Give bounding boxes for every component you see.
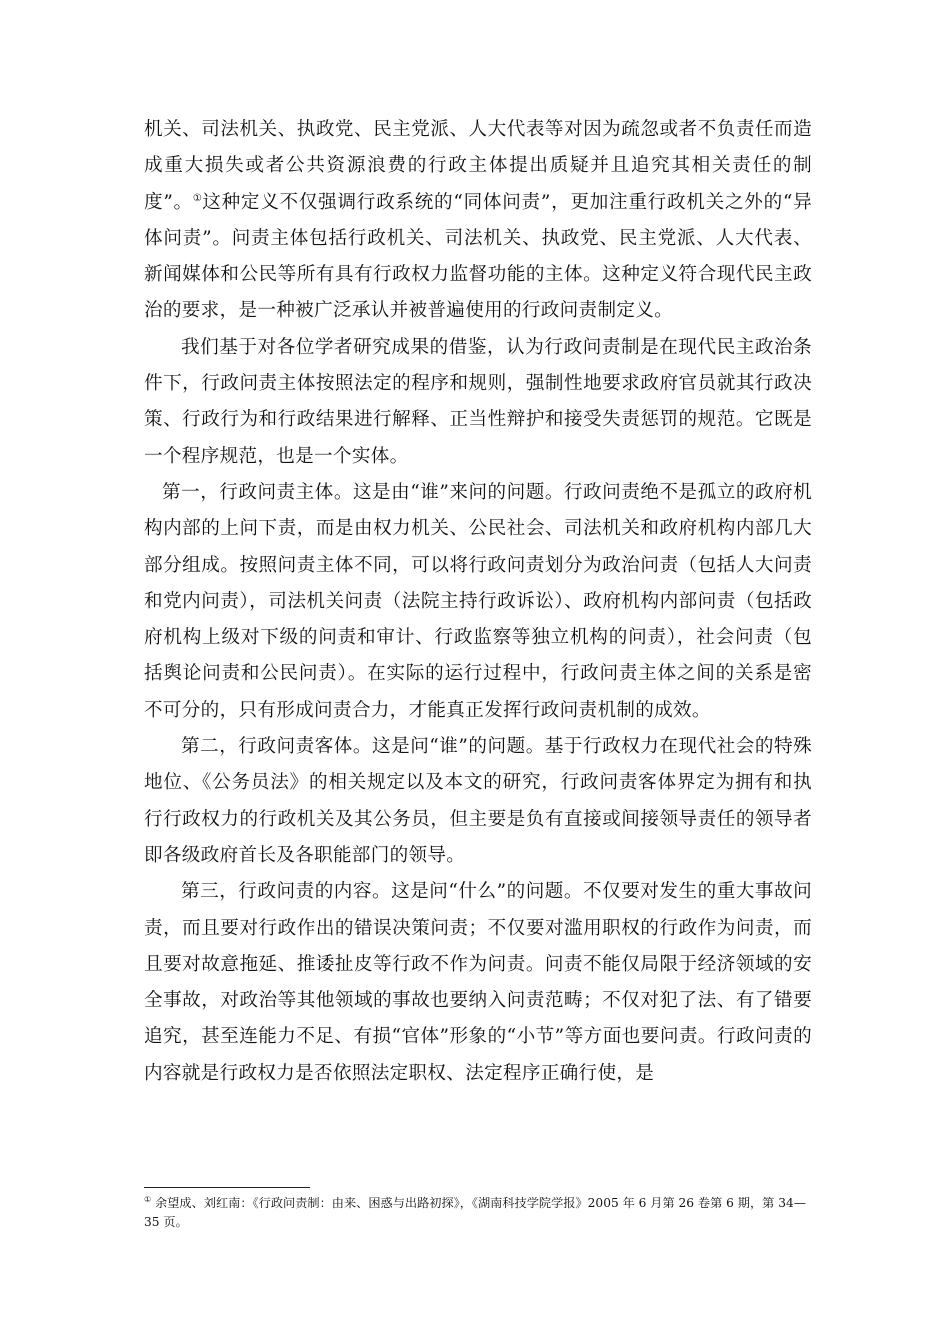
paragraph-definition: 我们基于对各位学者研究成果的借鉴，认为行政问责制是在现代民主政治条件下，行政问责主体按照法定的程序和规则，强制性地要求政府官员就其行政决策、行政行为和行政结果进行解释、正当性辩护和接受失责惩罚的规范。它既是一个程序规范，也是一个实体。 [144,336,812,467]
paragraph-third-point: 第三，行政问责的内容。这是问“什么”的问题。不仅要对发生的重大事故问责，而且要对行政作出的错误决策问责；不仅要对滥用职权的行政作为问责，而且要对故意拖延、推诿扯皮等行政不作为问责。问责不能仅局限于经济领域的安全事故，对政治等其他领域的事故也要纳入问责范畴；不仅对犯了法、有了错要追究，甚至连能力不足、有损“官体”形象的“小节”等方面也要问责。行政问责的内容就是行政权力是否依照法定职权、法定程序正确行使，是 [144,881,812,1084]
footnote [144,1194,812,1232]
footnote-marker: ① [144,1195,152,1204]
footnote-separator [144,1187,310,1188]
paragraph-second-point: 第二，行政问责客体。这是问“谁”的问题。基于行政权力在现代社会的特殊地位、《公务员法》的相关规定以及本文的研究，行政问责客体界定为拥有和执行行政权力的行政机关及其公务员，但主要是负有直接或间接领导责任的领导者即各级政府首长及各职能部门的领导。 [144,736,812,866]
footnote-reference[interactable]: ① [192,192,203,204]
paragraph-text: 机关、司法机关、执政党、民主党派、人大代表等对因为疏忽或者不负责任而造成重大损失或者公共资源浪费的行政主体提出质疑并且追究其相关责任的制度”。 [144,119,812,213]
paragraph-continued [144,112,812,330]
footnote-text: 余望成、刘红南：《行政问责制：由来、困惑与出路初探》，《湖南科技学院学报》2005 年 6 月第 26 卷第 6 期，第 34—35 页。 [144,1196,806,1229]
body-text [144,112,812,1092]
paragraph-first-point: 第一，行政问责主体。这是由“谁”来问的问题。行政问责绝不是孤立的政府机构内部的上问下责，而是由权力机关、公民社会、司法机关和政府机构内部几大部分组成。按照问责主体不同，可以将行政问责划分为政治问责（包括人大问责和党内问责），司法机关问责（法院主持行政诉讼）、政府机构内部问责（包括政府机构上级对下级的问责和审计、行政监察等独立机构的问责），社会问责（包括舆论问责和公民问责）。在实际的运行过程中，行政问责主体之间的关系是密不可分的，只有形成问责合力，才能真正发挥行政问责机制的成效。 [144,481,812,721]
paragraph-text: 这种定义不仅强调行政系统的“同体问责”，更加注重行政机关之外的“异体问责”。问责主体包括行政机关、司法机关、执政党、民主党派、人大代表、新闻媒体和公民等所有具有行政权力监督功能的主体。这种定义符合现代民主政治的要求，是一种被广泛承认并被普遍使用的行政问责制定义。 [144,191,813,322]
